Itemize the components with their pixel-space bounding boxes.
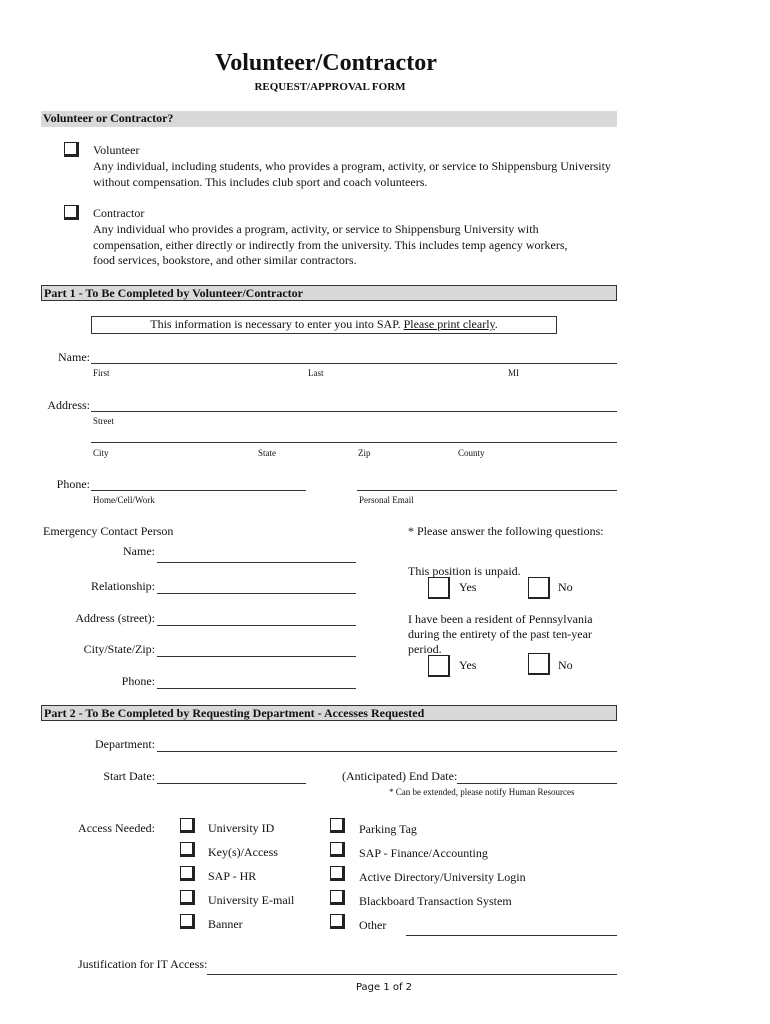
middle-initial-caption: MI bbox=[508, 368, 519, 378]
justification-field[interactable] bbox=[207, 974, 617, 975]
q2-no-checkbox[interactable] bbox=[528, 653, 550, 675]
sap-hr-label: SAP - HR bbox=[208, 869, 257, 883]
ec-relationship-field[interactable] bbox=[157, 593, 356, 594]
phone-field[interactable] bbox=[91, 490, 306, 491]
access-needed-label: Access Needed: bbox=[78, 821, 155, 835]
q2-yes-checkbox[interactable] bbox=[428, 655, 450, 677]
name-field[interactable] bbox=[91, 363, 617, 364]
emergency-heading: Emergency Contact Person bbox=[43, 524, 174, 538]
contractor-label: Contractor bbox=[93, 206, 145, 220]
volunteer-checkbox[interactable] bbox=[64, 142, 79, 157]
q1-no-checkbox[interactable] bbox=[528, 577, 550, 599]
q2-yes-label: Yes bbox=[459, 658, 477, 672]
keys-access-label: Key(s)/Access bbox=[208, 845, 278, 859]
phone-label: Phone: bbox=[56, 477, 90, 491]
ec-address-field[interactable] bbox=[157, 625, 356, 626]
q2-text-3: period. bbox=[408, 642, 442, 656]
email-caption: Personal Email bbox=[359, 495, 414, 505]
end-date-field[interactable] bbox=[457, 783, 617, 784]
q2-text-2: during the entirety of the past ten-year bbox=[408, 627, 592, 641]
part2-heading: Part 2 - To Be Completed by Requesting Department - Accesses Requested bbox=[41, 705, 617, 721]
ec-city-label: City/State/Zip: bbox=[83, 642, 155, 656]
first-name-caption: First bbox=[93, 368, 110, 378]
phone-caption: Home/Cell/Work bbox=[93, 495, 155, 505]
volunteer-label: Volunteer bbox=[93, 143, 140, 157]
state-caption: State bbox=[258, 448, 276, 458]
blackboard-checkbox[interactable] bbox=[330, 890, 345, 905]
ec-name-field[interactable] bbox=[157, 562, 356, 563]
ec-address-label: Address (street): bbox=[75, 611, 155, 625]
university-email-label: University E-mail bbox=[208, 893, 295, 907]
sap-notice-end: . bbox=[494, 317, 498, 331]
keys-access-checkbox[interactable] bbox=[180, 842, 195, 857]
department-label: Department: bbox=[95, 737, 155, 751]
q1-yes-label: Yes bbox=[459, 580, 477, 594]
page-number: Page 1 of 2 bbox=[355, 982, 413, 993]
form-subtitle: REQUEST/APPROVAL FORM bbox=[254, 81, 406, 93]
banner-checkbox[interactable] bbox=[180, 914, 195, 929]
street-field[interactable] bbox=[91, 411, 617, 412]
city-caption: City bbox=[93, 448, 109, 458]
sap-finance-checkbox[interactable] bbox=[330, 842, 345, 857]
ec-phone-label: Phone: bbox=[121, 674, 155, 688]
contractor-desc-1: Any individual who provides a program, activity, or service to Shippensburg University with bbox=[93, 222, 539, 236]
sap-notice-box bbox=[91, 316, 557, 334]
banner-label: Banner bbox=[208, 917, 243, 931]
blackboard-label: Blackboard Transaction System bbox=[359, 894, 512, 908]
active-directory-label: Active Directory/University Login bbox=[359, 870, 526, 884]
city-state-zip-field[interactable] bbox=[91, 442, 617, 443]
start-date-label: Start Date: bbox=[103, 769, 155, 783]
other-checkbox[interactable] bbox=[330, 914, 345, 929]
sap-hr-checkbox[interactable] bbox=[180, 866, 195, 881]
contractor-desc-3: food services, bookstore, and other similar contractors. bbox=[93, 253, 357, 267]
sap-notice-emphasis: Please print clearly bbox=[403, 317, 495, 331]
start-date-field[interactable] bbox=[157, 783, 306, 784]
ec-phone-field[interactable] bbox=[157, 688, 356, 689]
ec-city-field[interactable] bbox=[157, 656, 356, 657]
q2-text-1: I have been a resident of Pennsylvania bbox=[408, 612, 593, 626]
department-field[interactable] bbox=[157, 751, 617, 752]
type-section-heading: Volunteer or Contractor? bbox=[41, 111, 617, 127]
end-date-note: * Can be extended, please notify Human Resources bbox=[389, 787, 575, 797]
other-field[interactable] bbox=[406, 935, 617, 936]
q1-yes-checkbox[interactable] bbox=[428, 577, 450, 599]
last-name-caption: Last bbox=[308, 368, 324, 378]
email-field[interactable] bbox=[357, 490, 617, 491]
ec-relationship-label: Relationship: bbox=[91, 579, 155, 593]
university-id-label: University ID bbox=[208, 821, 275, 835]
sap-notice-text: This information is necessary to enter you into SAP. bbox=[150, 317, 404, 331]
other-label: Other bbox=[359, 918, 387, 932]
justification-label: Justification for IT Access: bbox=[78, 957, 208, 971]
q1-text: This position is unpaid. bbox=[408, 564, 521, 578]
address-label: Address: bbox=[47, 398, 90, 412]
street-caption: Street bbox=[93, 416, 114, 426]
name-label: Name: bbox=[58, 350, 90, 364]
q1-no-label: No bbox=[558, 580, 573, 594]
sap-finance-label: SAP - Finance/Accounting bbox=[359, 846, 488, 860]
university-email-checkbox[interactable] bbox=[180, 890, 195, 905]
part1-heading: Part 1 - To Be Completed by Volunteer/Contractor bbox=[41, 285, 617, 301]
zip-caption: Zip bbox=[358, 448, 371, 458]
volunteer-desc-1: Any individual, including students, who provides a program, activity, or service to Shippensburg University bbox=[93, 159, 611, 173]
county-caption: County bbox=[458, 448, 485, 458]
contractor-checkbox[interactable] bbox=[64, 205, 79, 220]
ec-name-label: Name: bbox=[123, 544, 155, 558]
form-title: Volunteer/Contractor bbox=[215, 50, 437, 76]
questions-heading: * Please answer the following questions: bbox=[408, 524, 604, 538]
volunteer-desc-2: without compensation. This includes club sport and coach volunteers. bbox=[93, 175, 428, 189]
parking-tag-label: Parking Tag bbox=[359, 822, 417, 836]
university-id-checkbox[interactable] bbox=[180, 818, 195, 833]
active-directory-checkbox[interactable] bbox=[330, 866, 345, 881]
contractor-desc-2: compensation, either directly or indirectly from the university. This includes temp agency workers, bbox=[93, 238, 568, 252]
parking-tag-checkbox[interactable] bbox=[330, 818, 345, 833]
q2-no-label: No bbox=[558, 658, 573, 672]
end-date-label: (Anticipated) End Date: bbox=[342, 769, 458, 783]
